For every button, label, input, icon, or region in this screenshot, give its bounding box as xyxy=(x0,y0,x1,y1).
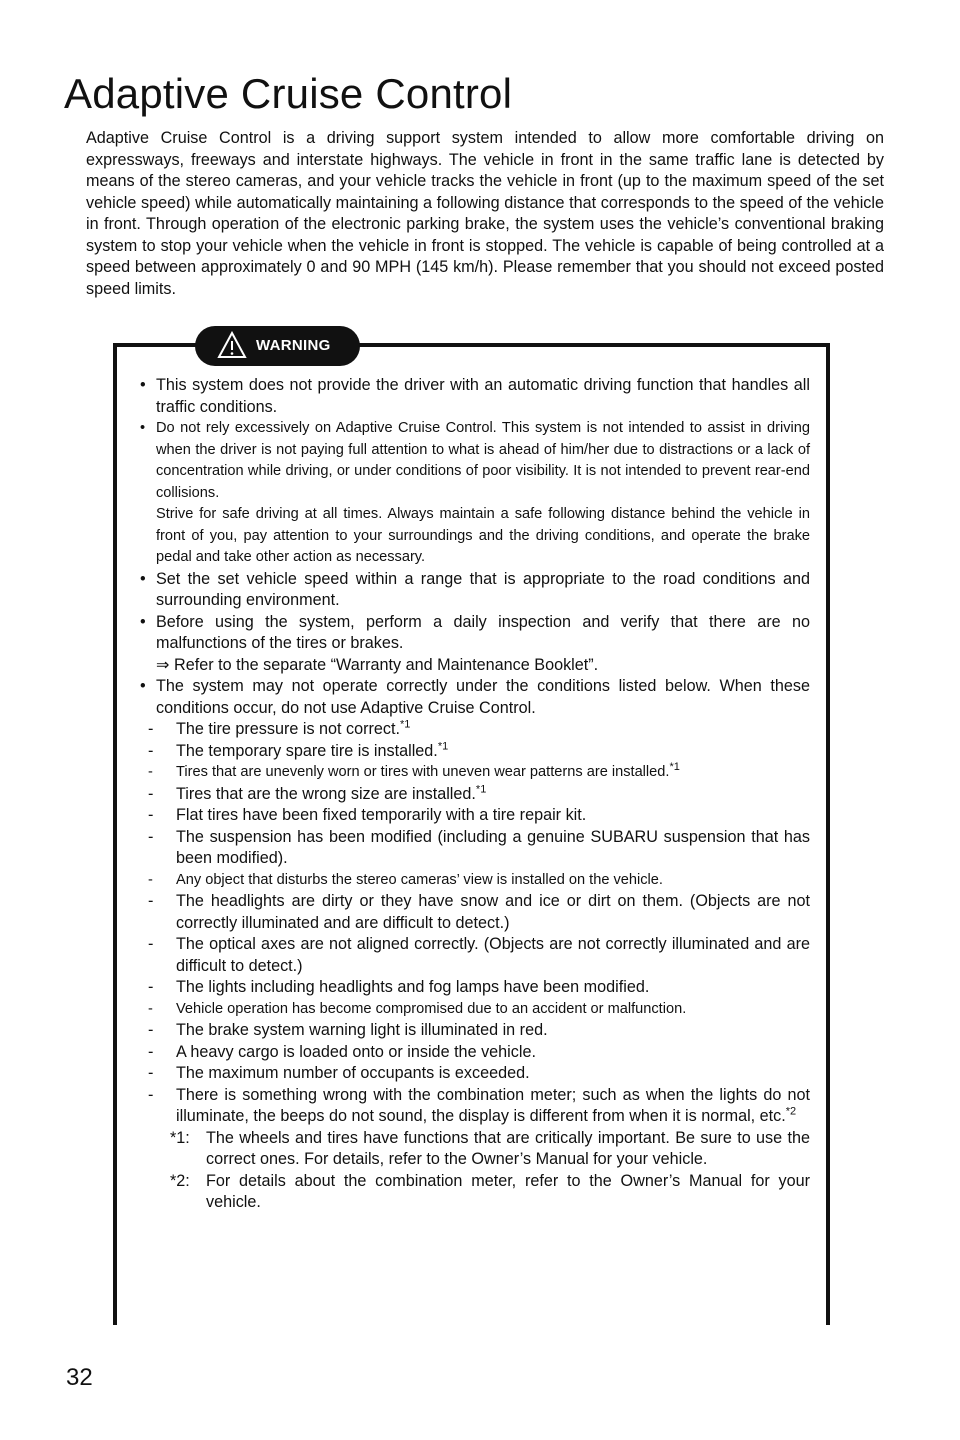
bullet-mark: • xyxy=(140,376,146,394)
bullet-text: The system may not operate correctly under the conditions listed below. When these conditions occur, do not use Adaptive Cruise Control. xyxy=(156,677,810,717)
footnotes-list xyxy=(140,1128,810,1214)
bullet-text-continued: Strive for safe driving at all times. Always maintain a safe following distance behind the vehicle in front of you, pay attention to your surroundings and the driving conditions, and operate the brake pedal and take other action as necessary. xyxy=(156,506,810,565)
condition-item xyxy=(140,1063,810,1085)
dash-mark: - xyxy=(148,1085,154,1104)
condition-item xyxy=(140,1020,810,1042)
dash-mark: - xyxy=(148,978,154,996)
footnote-mark: *1: xyxy=(170,1128,190,1147)
footnote-item xyxy=(140,1128,810,1171)
condition-item xyxy=(140,999,810,1021)
warning-label: WARNING xyxy=(256,337,331,354)
condition-text: The headlights are dirty or they have snow and ice or dirt on them. (Objects are not correctly illuminated and are difficult to detect.) xyxy=(176,892,810,932)
warning-bullet-2 xyxy=(140,418,810,569)
footnote-mark: *2: xyxy=(170,1171,190,1190)
page-title: Adaptive Cruise Control xyxy=(64,70,513,117)
intro-paragraph: Adaptive Cruise Control is a driving support system intended to allow more comfortable driving on expressways, freeways and interstate highways. The vehicle in front in the same traffic lane is detected by means of the stereo cameras, and your vehicle tracks the vehicle in front (up to the maximum speed of the set vehicle speed) while automatically maintaining a following distance that corresponds to the speed of the vehicle in front. Through operation of the electronic parking brake, the system uses the vehicle’s conventional braking system to stop your vehicle when the vehicle in front is stopped. The vehicle is capable of being controlled at a speed between approximately 0 and 90 MPH (145 km/h). Please remember that you should not exceed posted speed limits. xyxy=(86,129,884,298)
condition-text: The temporary spare tire is installed. xyxy=(176,741,438,760)
bullet-text: Before using the system, perform a daily inspection and verify that there are no malfunctions of the tires or brakes. xyxy=(156,612,810,652)
footnote-text: For details about the combination meter, refer to the Owner’s Manual for your vehicle. xyxy=(206,1171,810,1211)
condition-item xyxy=(140,784,810,806)
page-number: 32 xyxy=(66,1364,93,1391)
footnote-ref: *1 xyxy=(400,718,411,731)
condition-item xyxy=(140,977,810,999)
condition-text: Vehicle operation has become compromised due to an accident or malfunction. xyxy=(176,1000,687,1017)
dash-mark: - xyxy=(148,1000,153,1017)
condition-item xyxy=(140,741,810,763)
footnote-item xyxy=(140,1171,810,1214)
condition-text: The suspension has been modified (including a genuine SUBARU suspension that has been modified). xyxy=(176,827,810,867)
condition-text: The lights including headlights and fog lamps have been modified. xyxy=(176,978,650,996)
bullet-mark: • xyxy=(140,569,146,588)
warning-bullet-3 xyxy=(140,569,810,612)
condition-text: Tires that are the wrong size are installed. xyxy=(176,784,476,803)
warning-bullet-5 xyxy=(140,676,810,719)
dash-mark: - xyxy=(148,1021,154,1039)
condition-item xyxy=(140,827,810,870)
dash-mark: - xyxy=(148,935,154,953)
condition-text: The optical axes are not aligned correctly. (Objects are not correctly illuminated and are difficult to detect.) xyxy=(176,935,810,975)
dash-mark: - xyxy=(148,784,154,803)
condition-item xyxy=(140,719,810,741)
condition-item xyxy=(140,762,810,784)
dash-mark: - xyxy=(148,764,153,780)
bullet-mark: • xyxy=(140,420,146,436)
condition-item xyxy=(140,1042,810,1064)
warning-triangle-icon xyxy=(217,331,247,359)
condition-text: There is something wrong with the combination meter; such as when the lights do not illuminate, the beeps do not sound, the display is different from when it is normal, etc. xyxy=(176,1085,810,1125)
condition-text: Tires that are unevenly worn or tires with uneven wear patterns are installed. xyxy=(176,764,670,780)
condition-item xyxy=(140,934,810,977)
condition-text: The brake system warning light is illuminated in red. xyxy=(176,1021,548,1039)
bullet-text: Do not rely excessively on Adaptive Cruise Control. This system is not intended to assist in driving when the driver is not paying full attention to what is ahead of him/her due to distractions or a lack of concentration while driving, or under conditions of poor visibility. It is not intended to prevent rear-end collisions. xyxy=(156,420,810,501)
warning-bullet-1 xyxy=(140,375,810,418)
condition-item xyxy=(140,1085,810,1128)
dash-mark: - xyxy=(148,1042,154,1061)
condition-text: Any object that disturbs the stereo cameras’ view is installed on the vehicle. xyxy=(176,871,663,888)
footnote-ref: *1 xyxy=(437,740,449,753)
bullet-text: This system does not provide the driver with an automatic driving function that handles all traffic conditions. xyxy=(156,376,810,416)
bullet-mark: • xyxy=(140,677,146,695)
warning-content xyxy=(140,375,810,1214)
condition-item xyxy=(140,891,810,934)
condition-item xyxy=(140,805,810,827)
dash-mark: - xyxy=(148,892,154,910)
footnote-ref: *1 xyxy=(475,783,487,796)
condition-item xyxy=(140,870,810,892)
dash-mark: - xyxy=(148,827,154,846)
bullet-mark: • xyxy=(140,612,146,631)
footnote-text: The wheels and tires have functions that are critically important. Be sure to use the correct ones. For details, refer to the Owner’s Manual for your vehicle. xyxy=(206,1128,810,1168)
dash-mark: - xyxy=(148,871,153,888)
dash-mark: - xyxy=(148,1064,154,1082)
warning-badge xyxy=(195,326,360,366)
footnote-ref: *2 xyxy=(785,1105,797,1118)
warning-bullet-4 xyxy=(140,612,810,677)
condition-text: The maximum number of occupants is exceeded. xyxy=(176,1064,530,1082)
footnote-ref: *1 xyxy=(669,761,680,774)
conditions-list xyxy=(140,719,810,1128)
dash-mark: - xyxy=(148,741,154,760)
condition-text: The tire pressure is not correct. xyxy=(176,720,401,738)
dash-mark: - xyxy=(148,720,154,738)
bullet-text: Set the set vehicle speed within a range that is appropriate to the road conditions and surrounding environment. xyxy=(156,569,810,609)
condition-text: Flat tires have been fixed temporarily with a tire repair kit. xyxy=(176,806,587,824)
dash-mark: - xyxy=(148,806,154,824)
condition-text: A heavy cargo is loaded onto or inside the vehicle. xyxy=(176,1042,536,1061)
reference-text: ⇒ Refer to the separate “Warranty and Maintenance Booklet”. xyxy=(156,655,599,674)
